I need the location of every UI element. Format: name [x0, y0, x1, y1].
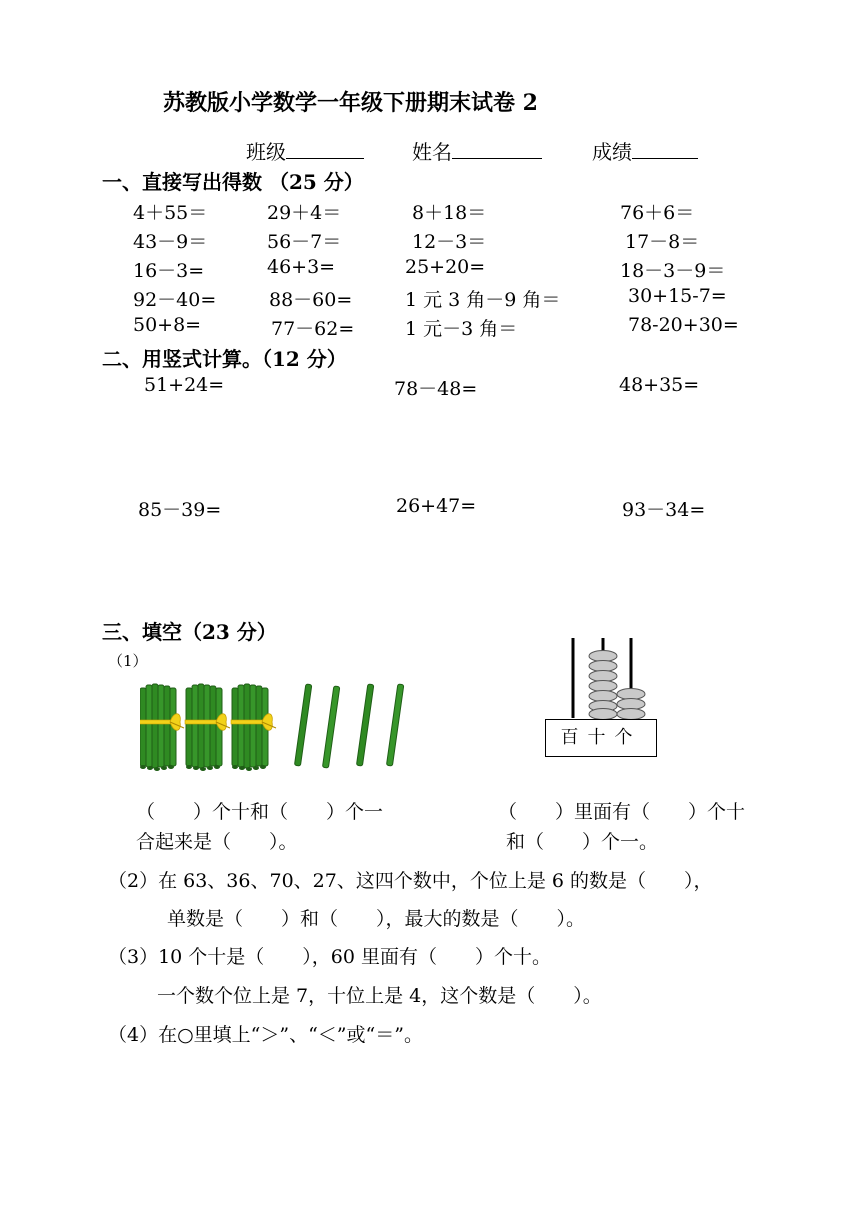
s1-cell: 16－3=: [133, 260, 205, 282]
section1-heading: 一、直接写出得数 （25 分）: [102, 170, 364, 194]
abacus-base: [545, 719, 657, 757]
tens-beads: [589, 651, 617, 720]
abacus-place-labels: 百十个: [560, 727, 642, 748]
class-field: [246, 136, 364, 165]
q3-line2: 一个数个位上是 7，十位上是 4，这个数是（ ）。: [157, 985, 602, 1007]
s1-cell: 17－8＝: [625, 231, 700, 253]
s1-cell: 78-20+30=: [628, 314, 739, 336]
s1-cell: 92－40=: [133, 289, 217, 311]
s1-cell: 46+3=: [267, 256, 336, 278]
sticks-illustration: [140, 680, 410, 776]
q2-line1: （2）在 63、36、70、27、这四个数中，个位上是 6 的数是（ ），: [108, 870, 713, 892]
s1-cell: 25+20=: [405, 256, 486, 278]
class-blank: [286, 138, 364, 159]
s1-cell: 50+8=: [133, 314, 202, 336]
q1-label: （1）: [108, 652, 148, 670]
s2-item: 26+47=: [396, 495, 477, 517]
s1-cell: 12－3＝: [412, 231, 487, 253]
s1-cell: 18－3－9＝: [620, 260, 726, 282]
s2-item: 85－39=: [138, 499, 222, 521]
q2-line2: 单数是（ ）和（ ），最大的数是（ ）。: [167, 908, 586, 930]
score-field: [592, 136, 698, 165]
q1-left-line1: （ ）个十和（ ）个一: [136, 801, 384, 823]
section2-heading: 二、用竖式计算。（12 分）: [102, 347, 347, 371]
s2-item: 93－34=: [622, 499, 706, 521]
s1-cell: 43－9＝: [133, 231, 208, 253]
abacus-illustration: [540, 634, 666, 728]
single-stick: [294, 684, 311, 766]
bundle-of-ten: [231, 684, 276, 771]
name-label: 姓名: [412, 140, 452, 164]
s1-cell: 76＋6＝: [620, 202, 695, 224]
class-label: 班级: [246, 140, 286, 164]
s1-cell: 30+15-7=: [628, 285, 727, 307]
bundle-of-ten: [185, 684, 230, 771]
s2-item: 48+35=: [619, 374, 700, 396]
bundle-of-ten: [140, 684, 184, 771]
name-field: [412, 136, 542, 165]
single-stick: [356, 684, 373, 766]
q3-line1: （3）10 个十是（ ），60 里面有（ ）个十。: [108, 946, 552, 968]
s1-cell: 8＋18＝: [412, 202, 487, 224]
s1-cell: 1 元－3 角＝: [405, 318, 518, 340]
q1-right-line1: （ ）里面有（ ）个十: [498, 801, 746, 823]
s1-cell: 77－62=: [271, 318, 355, 340]
section3-heading: 三、填空（23 分）: [102, 620, 277, 644]
s1-cell: 1 元 3 角－9 角＝: [405, 289, 561, 311]
score-blank: [632, 138, 698, 159]
s1-cell: 56－7＝: [267, 231, 342, 253]
name-blank: [452, 138, 542, 159]
single-stick: [386, 684, 403, 766]
single-stick: [322, 686, 339, 768]
s1-cell: 29＋4＝: [267, 202, 342, 224]
page-title: 苏教版小学数学一年级下册期末试卷 2: [163, 90, 538, 116]
q1-left-line2: 合起来是（ ）。: [136, 831, 298, 853]
ones-beads: [617, 689, 645, 720]
q1-right-line2: 和（ ）个一。: [506, 831, 659, 853]
q4-line1: （4）在○里填上“＞”、“＜”或“＝”。: [108, 1024, 423, 1046]
s1-cell: 4＋55＝: [133, 202, 208, 224]
s2-item: 51+24=: [144, 374, 225, 396]
s2-item: 78－48=: [394, 378, 478, 400]
s1-cell: 88－60=: [269, 289, 353, 311]
score-label: 成绩: [592, 140, 632, 164]
